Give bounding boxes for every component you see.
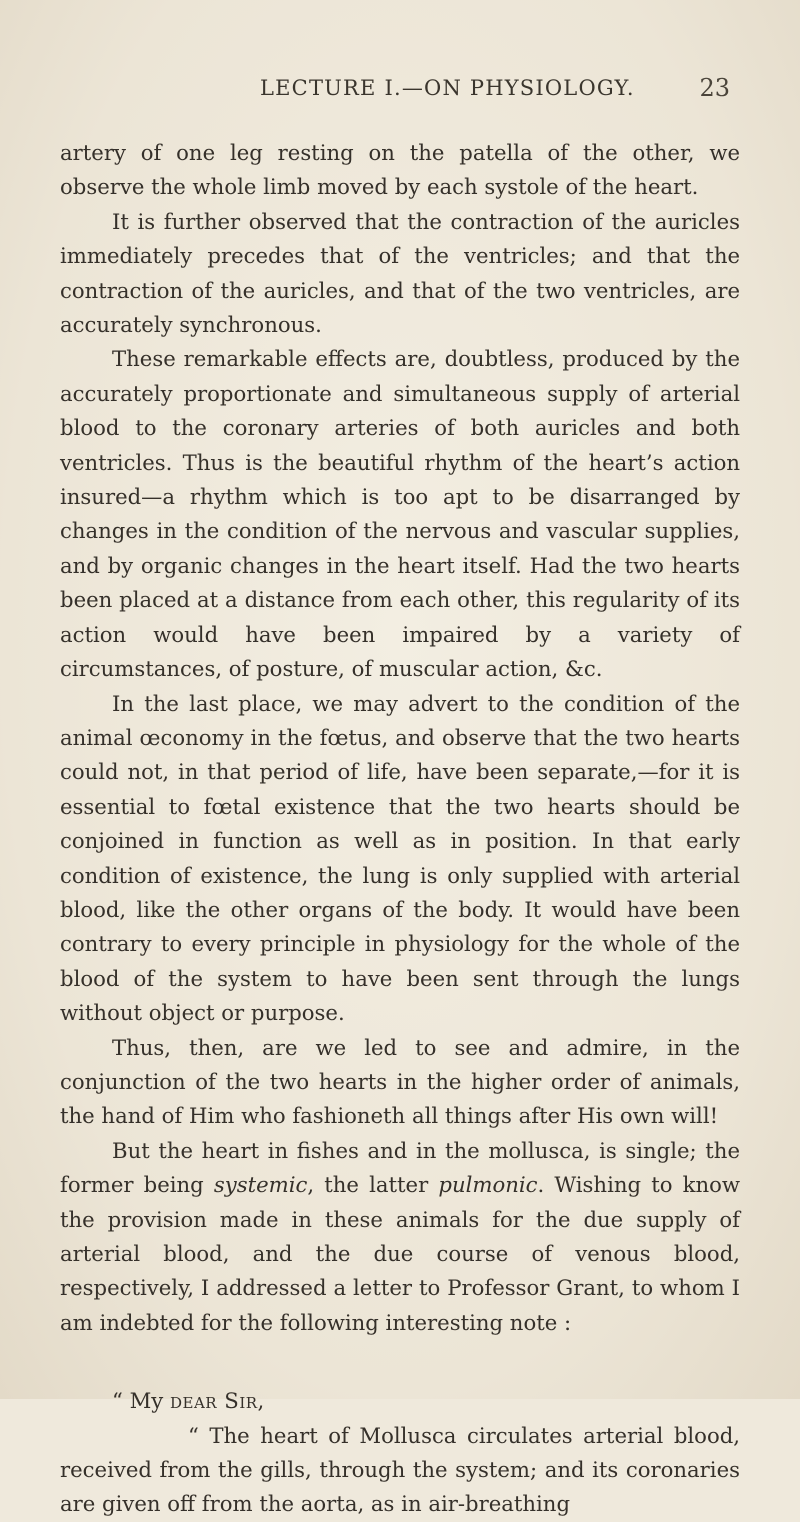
paragraph-auricles: It is further observed that the contraction of the auricles immediately precedes that of the ventricles; and that the contraction of the auricles, and that of the two ventricles, are accurately synchronous. <box>60 208 740 338</box>
paragraph-fishes-mollusca <box>60 1134 740 1340</box>
letter-body: “ The heart of Mollusca circulates arterial blood, received from the gills, through the system; and its coronaries are given off from the aorta, as in air-breathing <box>60 1422 740 1517</box>
page-number: 23 <box>699 74 730 102</box>
body-text <box>60 136 740 1522</box>
running-title: LECTURE I.—ON PHYSIOLOGY. <box>260 76 635 100</box>
paragraph-rhythm: These remarkable effects are, doubtless, produced by the accurately proportionate and simultaneous supply of arterial blood to the coronary arteries of both auricles and both ventricles. Thus is the beautiful rhythm of the heart’s action insured—a rhythm which is too apt to be disarranged by changes in the condition of the nervous and vascular supplies, and by organic changes in the heart itself. Had the two hearts been placed at a distance from each other, this regularity of its action would have been impaired by a variety of circumstances, of posture, of muscular action, &c. <box>60 346 740 682</box>
paragraph-foetus: In the last place, we may advert to the condition of the animal œconomy in the fœtus, and observe that the two hearts could not, in that period of life, have been separate,—for it is essential to fœtal existence that the two hearts should be conjoined in function as well as in position. In that early condition of existence, the lung is only supplied with arterial blood, like the other organs of the body. It would have been contrary to every principle in physiology for the whole of the blood of the system to have been sent through the lungs without object or purpose. <box>60 690 740 1026</box>
salutation-open: “ My <box>112 1388 170 1414</box>
salutation-small-caps: dear Sir, <box>169 1388 265 1414</box>
letter-salutation <box>60 1384 740 1418</box>
fishes-text-middle: , the latter <box>307 1172 439 1198</box>
paragraph-conjunction: Thus, then, are we led to see and admire, in the conjunction of the two hearts in the higher order of animals, the hand of Him who fashioneth all things after His own will! <box>60 1034 740 1129</box>
fishes-text-before: But the heart in fishes and in the mollusca, is single; the former being <box>60 1137 740 1198</box>
pulmonic-term: pulmonic <box>438 1172 538 1198</box>
systemic-term: systemic <box>213 1172 308 1198</box>
page-header <box>260 76 730 116</box>
paragraph-continuation: artery of one leg resting on the patella of the other, we observe the whole limb moved by each systole of the heart. <box>60 140 740 200</box>
fishes-text-after: . Wishing to know the provision made in these animals for the due supply of arterial blood, and the due course of venous blood, respectively, I addressed a letter to Professor Grant, to whom I am indebted for the following interesting note : <box>60 1172 741 1335</box>
